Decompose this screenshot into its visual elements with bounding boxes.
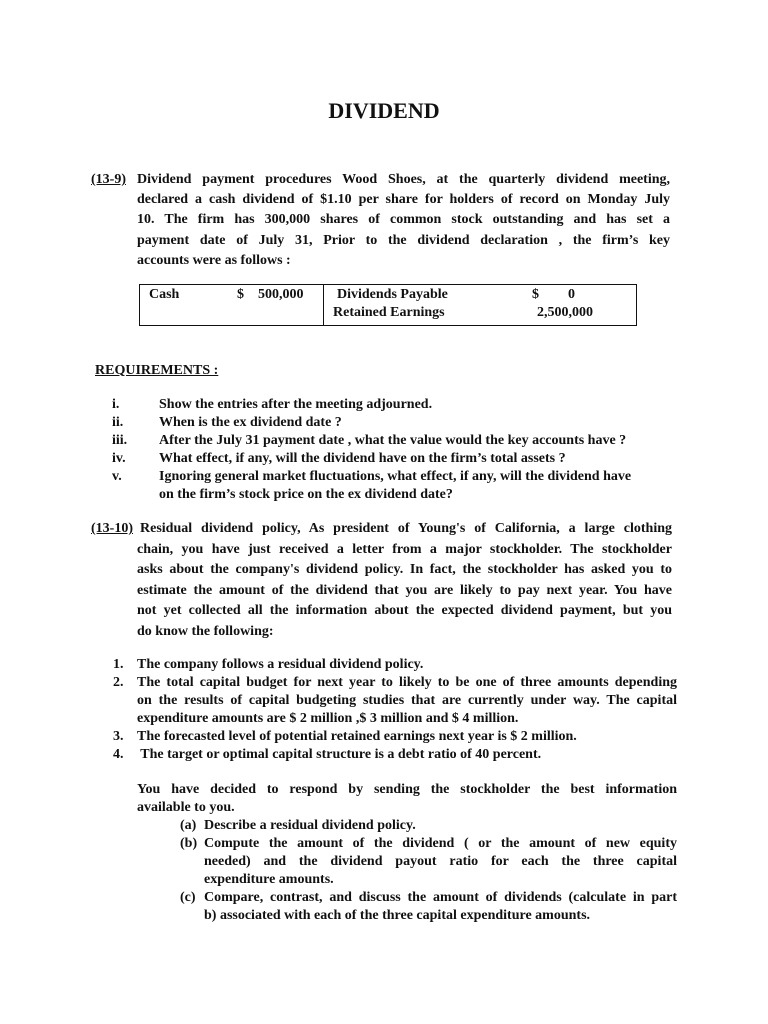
question-number-13-9: (13-9) bbox=[91, 172, 126, 187]
q1-paragraph-line: payment date of July 31, Prior to the dividend declaration , the firm’s key bbox=[137, 233, 670, 248]
list-item-continuation: b) associated with each of the three capital expenditure amounts. bbox=[204, 908, 591, 923]
list-item-continuation: on the firm’s stock price on the ex dividend date? bbox=[159, 487, 453, 502]
dividends-payable-value: 0 bbox=[568, 287, 575, 302]
list-item: Compare, contrast, and discuss the amount of dividends (calculate in part bbox=[204, 890, 677, 905]
list-item: The forecasted level of potential retained earnings next year is $ 2 million. bbox=[137, 729, 577, 744]
list-item-continuation: needed) and the dividend payout ratio for each the three capital bbox=[204, 854, 677, 869]
list-item-number: 3. bbox=[113, 729, 124, 744]
q1-paragraph-line: Dividend payment procedures Wood Shoes, at the quarterly dividend meeting, bbox=[137, 172, 670, 187]
retained-earnings-value: 2,500,000 bbox=[537, 305, 593, 320]
q1-paragraph-line: 10. The firm has 300,000 shares of common stock outstanding and has set a bbox=[137, 212, 670, 227]
list-item-number: (a) bbox=[180, 818, 197, 833]
list-item: After the July 31 payment date , what the value would the key accounts have ? bbox=[159, 433, 627, 448]
q2-paragraph-line: not yet collected all the information about the expected dividend payment, but you bbox=[137, 603, 672, 618]
q2-paragraph-line: estimate the amount of the dividend that you are likely to pay next year. You have bbox=[137, 583, 672, 598]
list-item-number: (c) bbox=[180, 890, 196, 905]
list-item: Ignoring general market fluctuations, what effect, if any, will the dividend have bbox=[159, 469, 632, 484]
q1-paragraph-line: declared a cash dividend of $1.10 per share for holders of record on Monday July bbox=[137, 192, 670, 207]
list-item-number: 1. bbox=[113, 657, 124, 672]
list-item-number: 2. bbox=[113, 675, 124, 690]
list-item: Describe a residual dividend policy. bbox=[204, 818, 416, 833]
q2-paragraph-line: chain, you have just received a letter from a major stockholder. The stockholder bbox=[137, 542, 672, 557]
retained-earnings-label: Retained Earnings bbox=[333, 305, 445, 320]
page-title: DIVIDEND bbox=[328, 98, 440, 123]
q2-paragraph-line: do know the following: bbox=[137, 624, 274, 639]
list-item-number: ii. bbox=[112, 415, 124, 430]
requirements-heading: REQUIREMENTS : bbox=[95, 363, 219, 378]
list-item: When is the ex dividend date ? bbox=[159, 415, 342, 430]
list-item-continuation: on the results of capital budgeting studies that are currently under way. The capital bbox=[137, 693, 677, 708]
list-item: The target or optimal capital structure is a debt ratio of 40 percent. bbox=[137, 747, 542, 762]
list-item-number: 4. bbox=[113, 747, 124, 762]
list-item-number: iv. bbox=[112, 451, 126, 466]
dividends-payable-currency: $ bbox=[532, 287, 539, 302]
question-number-13-10: (13-10) bbox=[91, 521, 133, 536]
q1-paragraph-line: accounts were as follows : bbox=[137, 253, 291, 268]
table-divider bbox=[323, 285, 324, 325]
list-item: Show the entries after the meeting adjourned. bbox=[159, 397, 433, 412]
dividends-payable-label: Dividends Payable bbox=[337, 287, 448, 302]
response-paragraph-line: available to you. bbox=[137, 800, 235, 815]
list-item: The total capital budget for next year to likely to be one of three amounts depending bbox=[137, 675, 677, 690]
list-item-number: (b) bbox=[180, 836, 198, 851]
balance-sheet-table bbox=[139, 284, 637, 326]
list-item-number: iii. bbox=[112, 433, 128, 448]
q2-paragraph-line: asks about the company's dividend policy. In fact, the stockholder has asked you to bbox=[137, 562, 672, 577]
response-paragraph-line: You have decided to respond by sending the stockholder the best information bbox=[137, 782, 677, 797]
cash-value: 500,000 bbox=[258, 287, 304, 302]
list-item: The company follows a residual dividend policy. bbox=[137, 657, 424, 672]
list-item: What effect, if any, will the dividend have on the firm’s total assets ? bbox=[159, 451, 566, 466]
cash-label: Cash bbox=[149, 287, 180, 302]
cash-currency: $ bbox=[237, 287, 244, 302]
list-item-number: v. bbox=[112, 469, 122, 484]
list-item-continuation: expenditure amounts are $ 2 million ,$ 3 million and $ 4 million. bbox=[137, 711, 519, 726]
q2-paragraph-line: Residual dividend policy, As president of Young's of California, a large clothing bbox=[140, 521, 672, 536]
list-item-number: i. bbox=[112, 397, 120, 412]
list-item-continuation: expenditure amounts. bbox=[204, 872, 334, 887]
list-item: Compute the amount of the dividend ( or the amount of new equity bbox=[204, 836, 677, 851]
